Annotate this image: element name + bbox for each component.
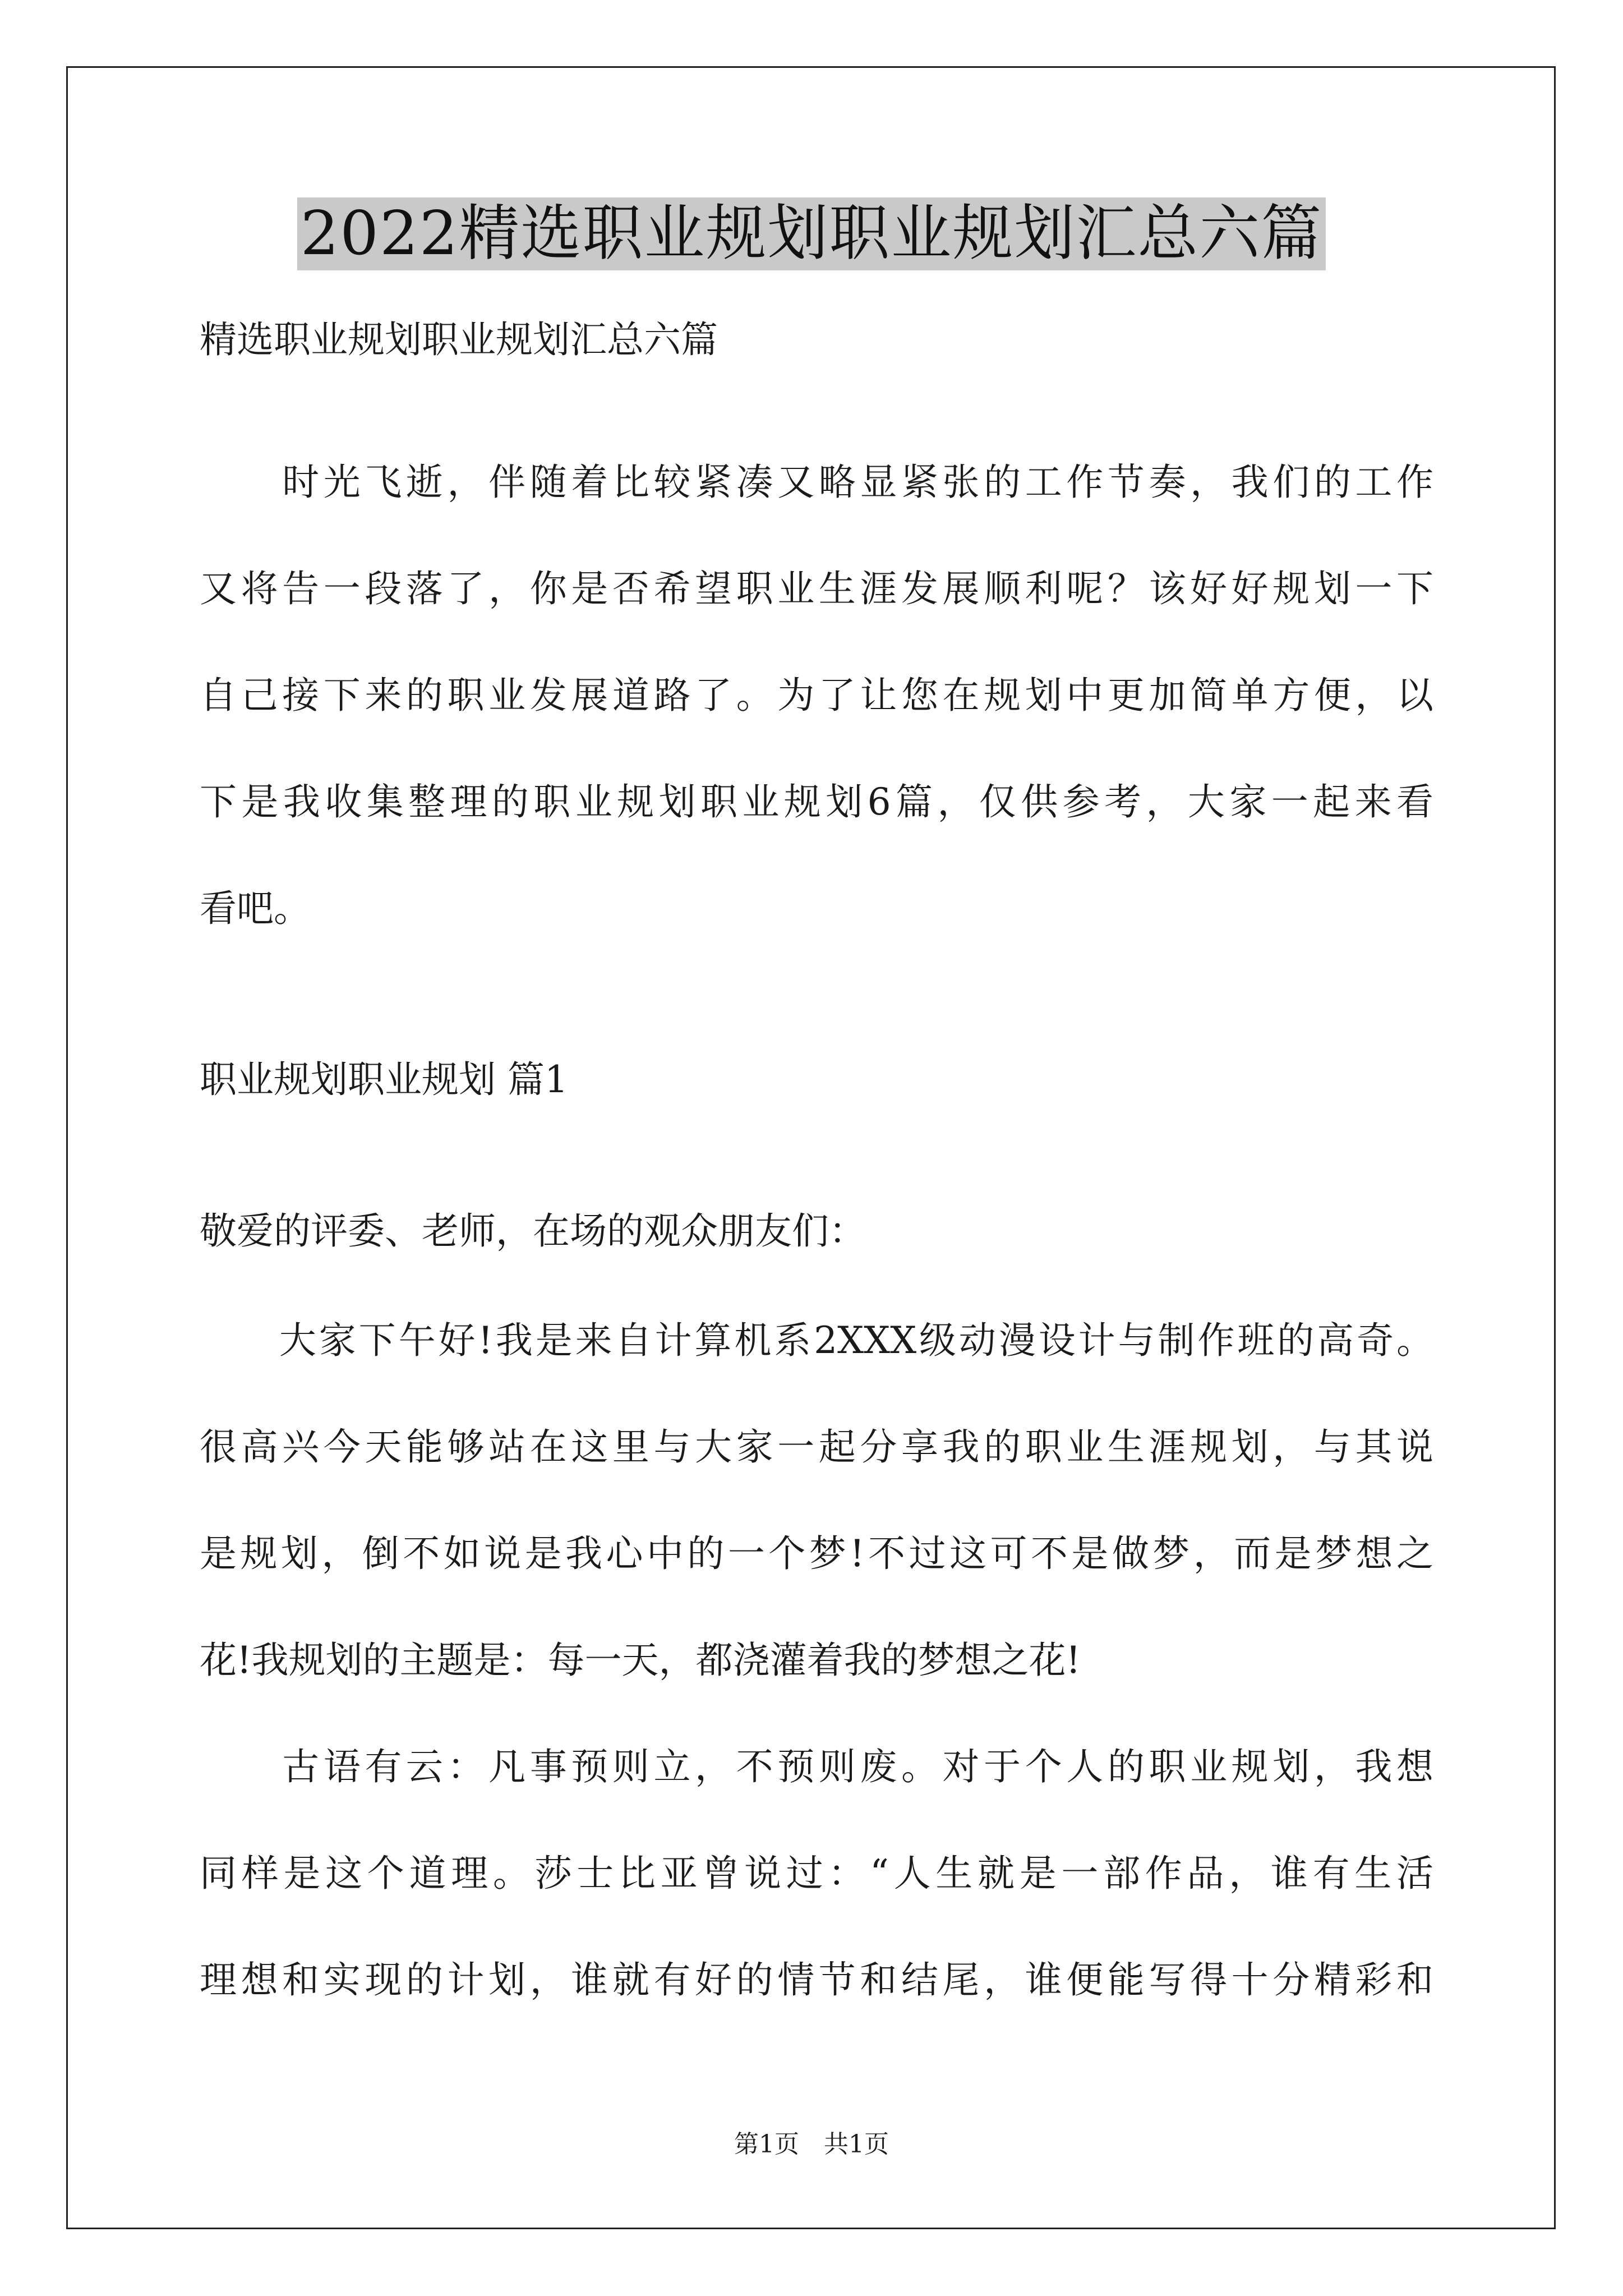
subtitle-line: 精选职业规划职业规划汇总六篇 (200, 318, 718, 361)
paragraph-line: 时光飞逝，伴随着比较紧凑又略显紧张的工作节奏，我们的工作 (200, 461, 1433, 504)
paragraph-line: 自己接下来的职业发展道路了。为了让您在规划中更加简单方便，以 (200, 674, 1433, 717)
paragraph-line: 很高兴今天能够站在这里与大家一起分享我的职业生涯规划，与其说 (200, 1425, 1433, 1469)
page-border (66, 66, 1556, 2229)
paragraph-line: 看吧。 (200, 887, 311, 930)
paragraph-line: 理想和实现的计划，谁就有好的情节和结尾，谁便能写得十分精彩和 (200, 1958, 1433, 2001)
title-container (0, 197, 1623, 270)
page-footer: 第1页 共1页 (734, 2130, 889, 2159)
paragraph-line: 古语有云：凡事预则立，不预则废。对于个人的职业规划，我想 (200, 1745, 1433, 1788)
paragraph-line: 是规划，倒不如说是我心中的一个梦!不过这可不是做梦，而是梦想之 (200, 1532, 1433, 1575)
greeting-line: 敬爱的评委、老师，在场的观众朋友们： (200, 1209, 866, 1253)
paragraph-line: 同样是这个道理。莎士比亚曾说过：“人生就是一部作品，谁有生活 (200, 1852, 1433, 1895)
paragraph-line: 下是我收集整理的职业规划职业规划6篇，仅供参考，大家一起来看 (200, 780, 1433, 823)
paragraph-line: 又将告一段落了，你是否希望职业生涯发展顺利呢？该好好规划一下 (200, 567, 1433, 610)
section-heading: 职业规划职业规划 篇1 (200, 1058, 568, 1101)
paragraph-line: 大家下午好!我是来自计算机系2XXX级动漫设计与制作班的高奇。 (200, 1319, 1433, 1362)
document-title: 2022精选职业规划职业规划汇总六篇 (297, 197, 1326, 270)
paragraph-line: 花!我规划的主题是：每一天，都浇灌着我的梦想之花! (200, 1639, 1081, 1682)
